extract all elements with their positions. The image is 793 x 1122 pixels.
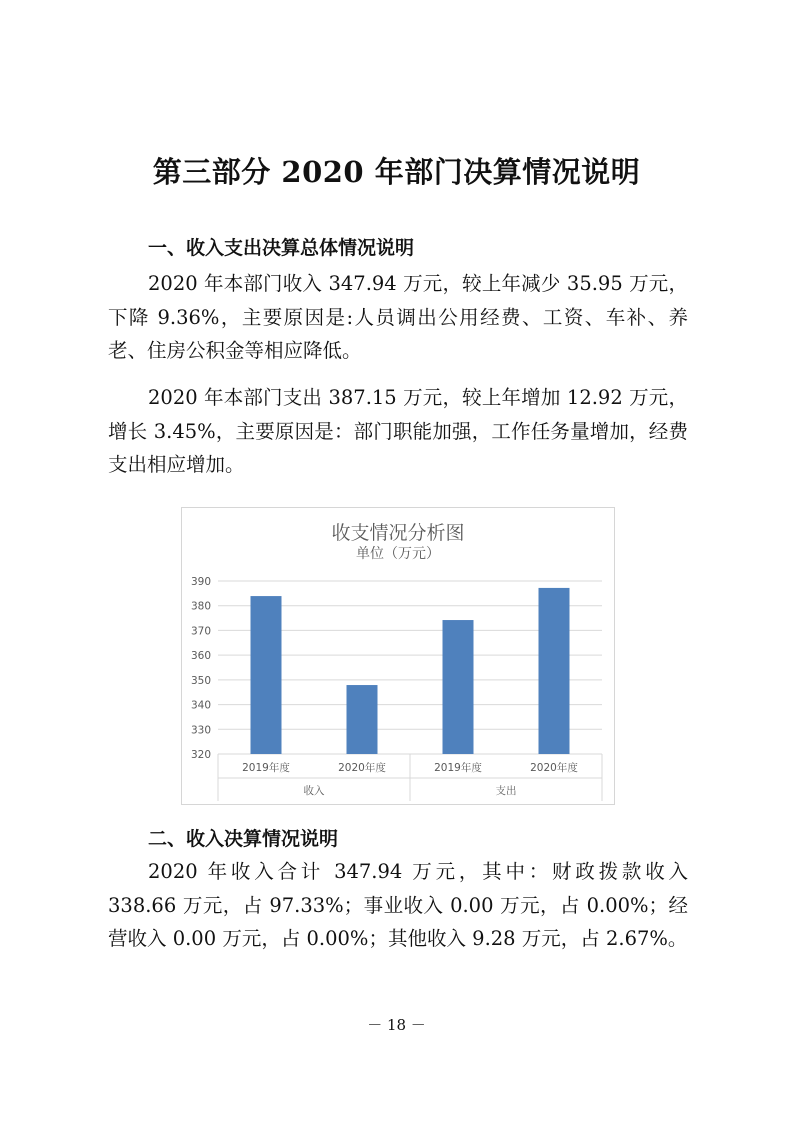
income-expense-chart xyxy=(182,508,614,804)
y-tick-label: 380 xyxy=(190,600,211,613)
y-tick-label: 350 xyxy=(190,674,211,687)
x-tick-label: 2020年度 xyxy=(338,762,386,774)
paragraph-income-summary: 2020 年本部门收入 347.94 万元，较上年减少 35.95 万元，下降 9.36%，主要原因是:人员调出公用经费、工资、车补、养老、住房公积金等相应降低。 xyxy=(108,272,688,362)
group-label: 收入 xyxy=(303,785,325,797)
y-tick-label: 320 xyxy=(190,749,211,761)
x-tick-label: 2019年度 xyxy=(434,762,482,774)
paragraph-income-detail: 2020 年收入合计 347.94 万元，其中：财政拨款收入 338.66 万元，占 97.33%；事业收入 0.00 万元，占 0.00%；经营收入 0.00 万元，占 0.00%；其他收入 9.28 万元，占 2.67%。 xyxy=(108,860,688,950)
section-heading-2: 二、收入决算情况说明 xyxy=(148,828,339,850)
section-heading-1: 一、收入支出决算总体情况说明 xyxy=(148,237,415,259)
x-tick-label: 2019年度 xyxy=(242,762,290,774)
bar-0-0 xyxy=(251,596,282,754)
chart-container xyxy=(181,507,615,805)
y-tick-label: 390 xyxy=(190,576,211,588)
chart-title: 收支情况分析图 xyxy=(331,522,465,544)
bar-0-1 xyxy=(347,685,378,754)
paragraph-expense-summary: 2020 年本部门支出 387.15 万元，较上年增加 12.92 万元，增长 3.45%，主要原因是：部门职能加强，工作任务量增加，经费支出相应增加。 xyxy=(108,386,688,476)
chart-subtitle: 单位（万元） xyxy=(356,546,440,562)
bar-1-1 xyxy=(539,588,570,754)
page-number: － 18 － xyxy=(367,1016,426,1034)
y-tick-label: 330 xyxy=(190,724,211,737)
bar-1-0 xyxy=(443,620,474,754)
page-title: 第三部分 2020 年部门决算情况说明 xyxy=(152,155,641,189)
y-tick-label: 370 xyxy=(190,625,211,638)
y-tick-label: 340 xyxy=(190,699,211,712)
y-tick-label: 360 xyxy=(190,650,211,663)
group-label: 支出 xyxy=(495,785,517,797)
x-tick-label: 2020年度 xyxy=(530,762,578,774)
